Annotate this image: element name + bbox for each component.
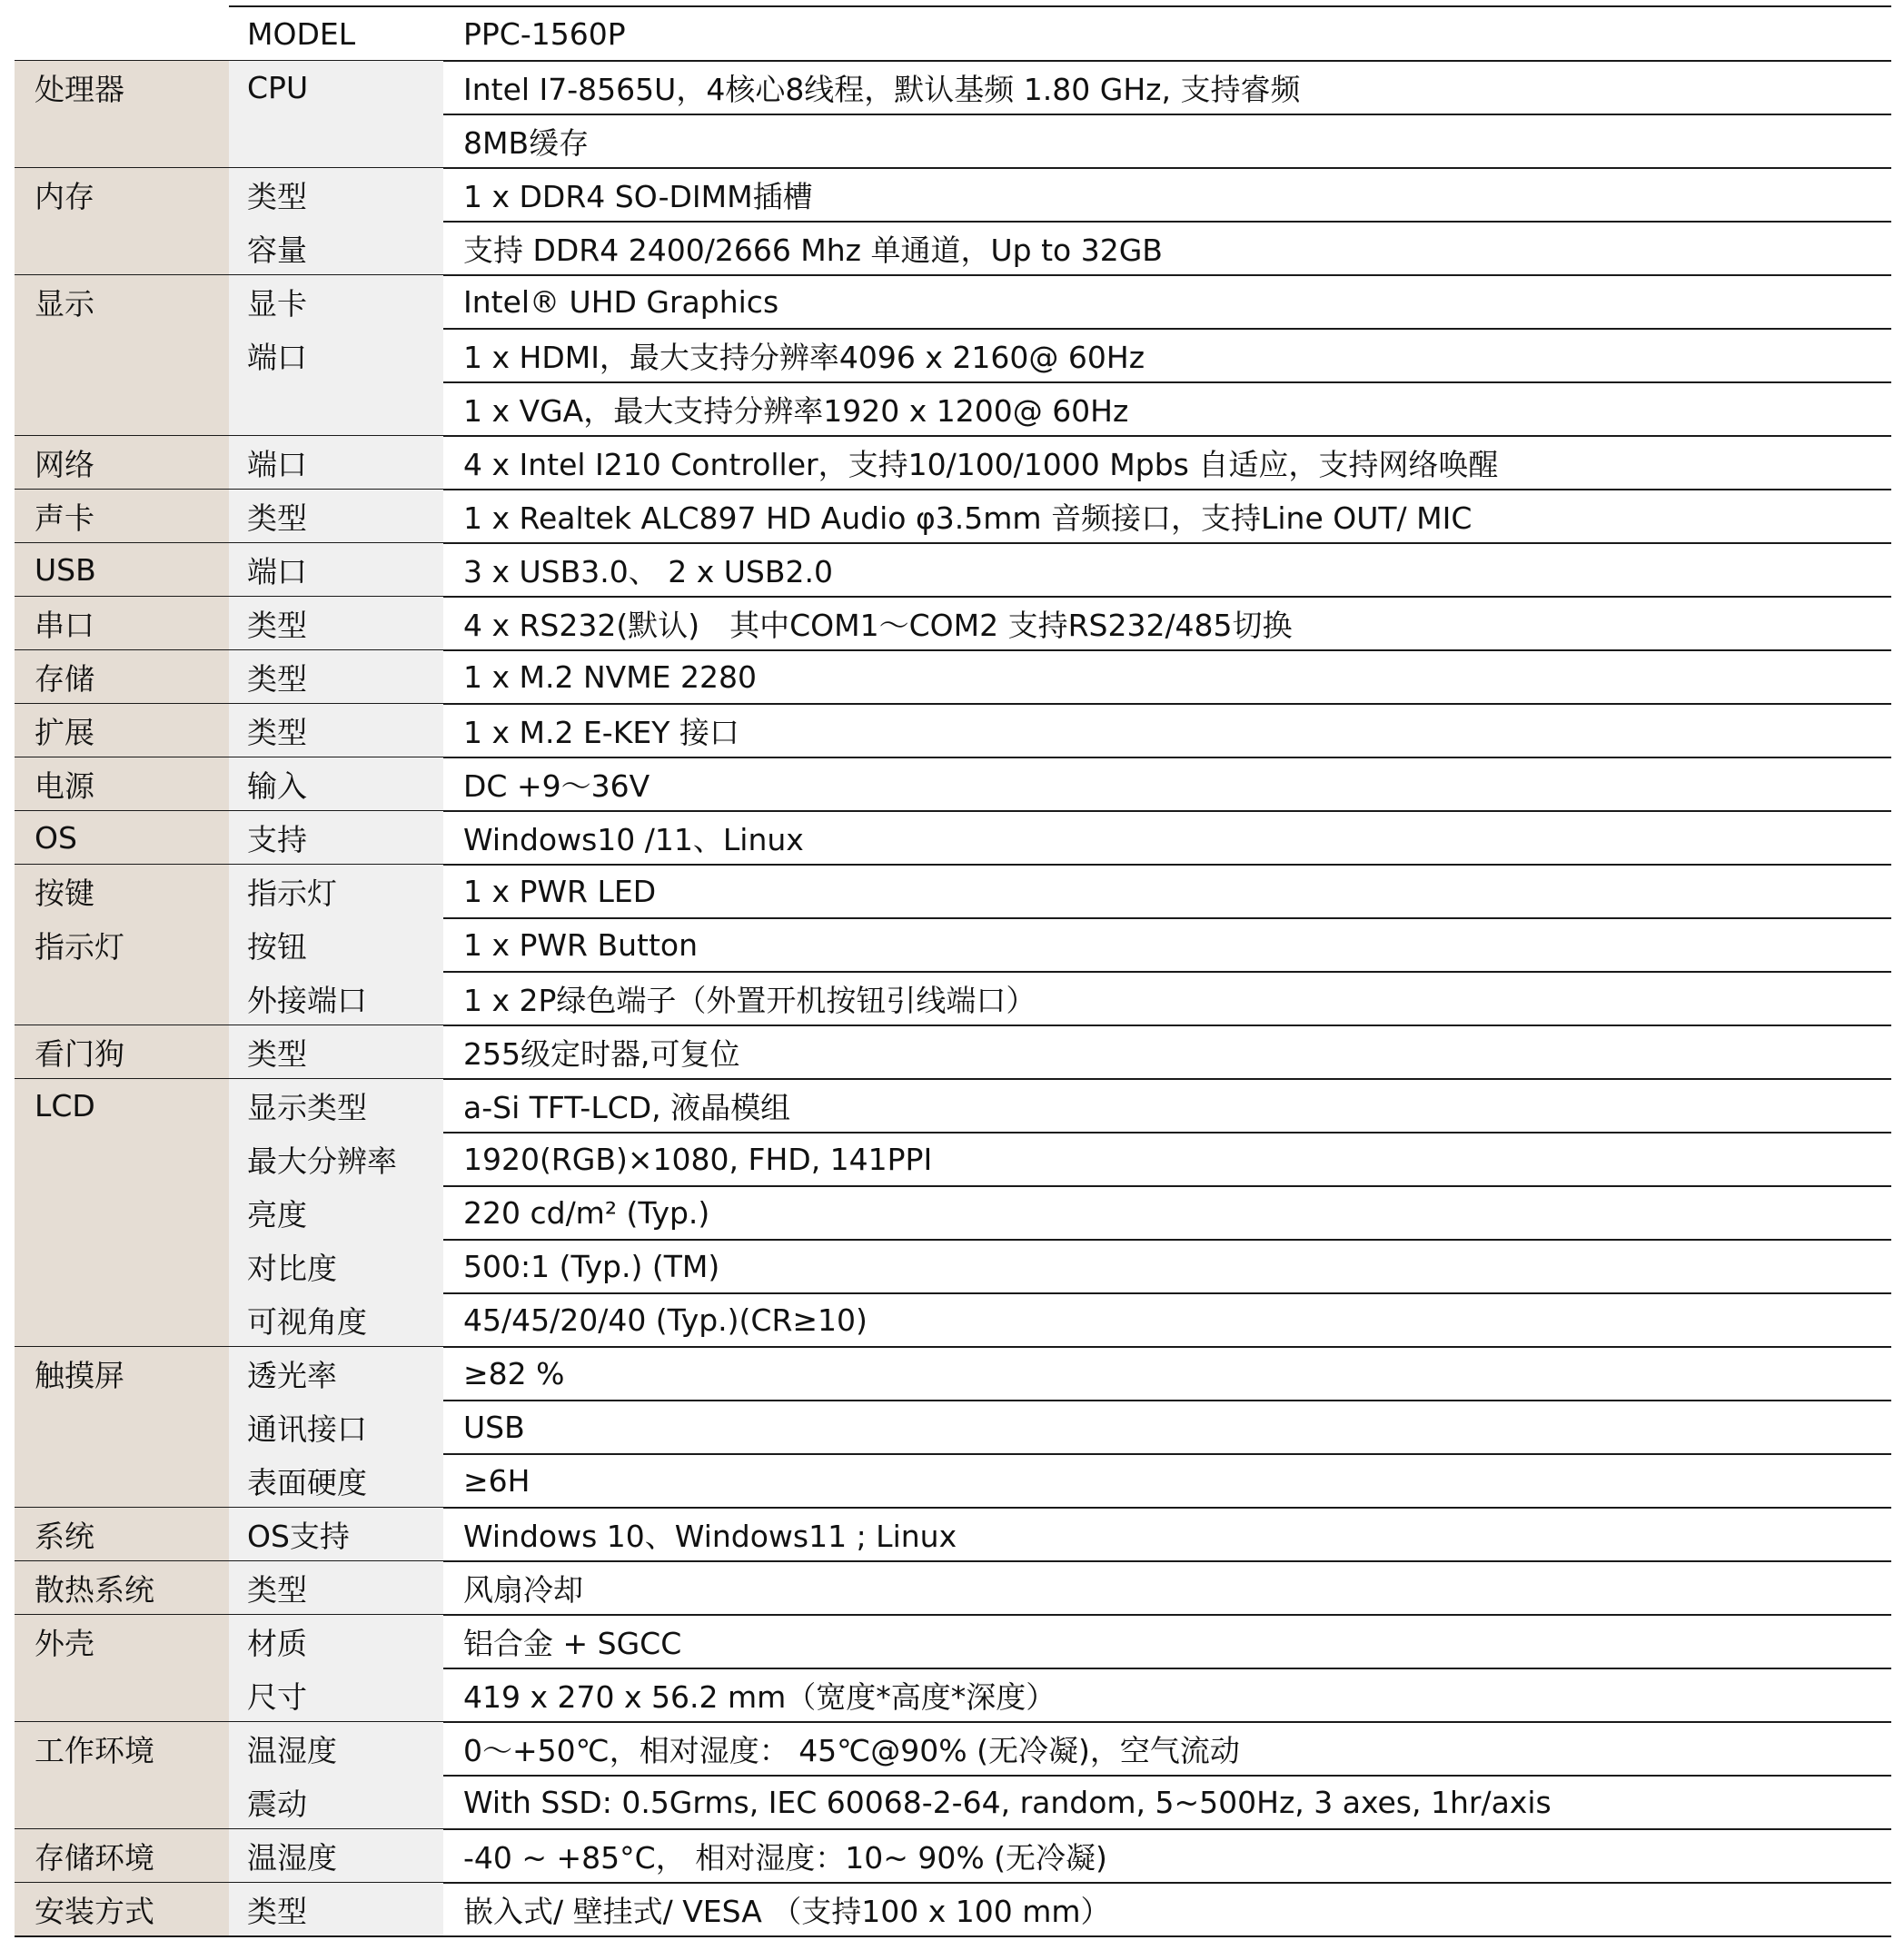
item-cell: 端口 xyxy=(229,543,443,597)
header-value-cell: PPC-1560P xyxy=(463,16,626,52)
item-cell: 类型 xyxy=(229,650,443,704)
value-cell: 1 x PWR Button xyxy=(463,927,698,963)
item-cell: 温湿度 xyxy=(229,1829,443,1883)
category-cell: 外壳 xyxy=(15,1615,229,1668)
value-cell: Windows 10、Windows11 ; Linux xyxy=(463,1519,957,1554)
table-row xyxy=(15,1829,1891,1883)
value-cell: 0～+50℃，相对湿度： 45℃@90% (无冷凝)，空气流动 xyxy=(463,1733,1240,1768)
item-cell: 震动 xyxy=(229,1776,443,1829)
value-cell: With SSD: 0.5Grms, IEC 60068-2-64, random, 5~500Hz, 3 axes, 1hr/axis xyxy=(463,1785,1552,1820)
category-cell: 工作环境 xyxy=(15,1722,229,1776)
value-cell: 419 x 270 x 56.2 mm（宽度*高度*深度） xyxy=(463,1679,1056,1715)
value-cell: DC +9～36V xyxy=(463,768,650,804)
table-row xyxy=(15,1401,1891,1454)
value-cell: 1 x Realtek ALC897 HD Audio φ3.5mm 音频接口，支持Line OUT/ MIC xyxy=(463,500,1473,536)
table-row xyxy=(15,1347,1891,1401)
table-row xyxy=(15,1186,1891,1240)
header-category-cell xyxy=(15,7,229,61)
category-cell xyxy=(15,972,229,1025)
item-cell: 输入 xyxy=(229,757,443,811)
category-cell: 触摸屏 xyxy=(15,1347,229,1401)
item-cell: 材质 xyxy=(229,1615,443,1668)
table-row xyxy=(15,1133,1891,1186)
item-cell: CPU xyxy=(229,61,443,114)
value-cell: ≥82 % xyxy=(463,1356,565,1391)
table-row xyxy=(15,1454,1891,1508)
value-cell: 1920(RGB)×1080, FHD, 141PPI xyxy=(463,1142,933,1177)
category-cell: 串口 xyxy=(15,597,229,650)
value-cell: 3 x USB3.0、 2 x USB2.0 xyxy=(463,554,833,589)
value-cell: 255级定时器,可复位 xyxy=(463,1036,740,1072)
value-cell: Intel® UHD Graphics xyxy=(463,284,779,320)
category-cell: LCD xyxy=(15,1079,229,1133)
category-cell: 电源 xyxy=(15,757,229,811)
value-cell: -40 ~ +85°C， 相对湿度：10~ 90% (无冷凝) xyxy=(463,1840,1107,1876)
table-row xyxy=(15,811,1891,865)
table-row xyxy=(15,329,1891,382)
category-cell xyxy=(15,114,229,168)
table-row xyxy=(15,1668,1891,1722)
category-cell: OS xyxy=(15,811,229,865)
table-row xyxy=(15,865,1891,918)
table-row xyxy=(15,1561,1891,1615)
table-row xyxy=(15,168,1891,222)
value-cell: 嵌入式/ 壁挂式/ VESA （支持100 x 100 mm） xyxy=(463,1894,1111,1929)
item-cell: 最大分辨率 xyxy=(229,1133,443,1186)
value-cell: ≥6H xyxy=(463,1463,531,1499)
table-row xyxy=(15,757,1891,811)
item-cell: 显卡 xyxy=(229,275,443,329)
table-row xyxy=(15,1615,1891,1668)
table-row xyxy=(15,275,1891,329)
item-cell: 类型 xyxy=(229,490,443,543)
category-cell: USB xyxy=(15,543,229,597)
item-cell xyxy=(229,114,443,168)
value-cell: 1 x M.2 E-KEY 接口 xyxy=(463,715,739,750)
item-cell: 类型 xyxy=(229,1883,443,1936)
item-cell: 显示类型 xyxy=(229,1079,443,1133)
value-cell: Intel I7-8565U，4核心8线程，默认基频 1.80 GHz, 支持睿频 xyxy=(463,72,1301,107)
table-row xyxy=(15,222,1891,275)
category-cell: 声卡 xyxy=(15,490,229,543)
table-header-row xyxy=(15,7,1891,61)
category-cell: 显示 xyxy=(15,275,229,329)
item-cell: 端口 xyxy=(229,436,443,490)
table-body xyxy=(15,61,1891,1936)
category-cell: 散热系统 xyxy=(15,1561,229,1615)
item-cell: 表面硬度 xyxy=(229,1454,443,1508)
category-cell xyxy=(15,329,229,382)
value-cell: 8MB缓存 xyxy=(463,125,590,161)
value-cell: a-Si TFT-LCD, 液晶模组 xyxy=(463,1090,791,1125)
item-cell: 温湿度 xyxy=(229,1722,443,1776)
value-cell: 45/45/20/40 (Typ.)(CR≥10) xyxy=(463,1302,868,1338)
value-cell: 1 x HDMI，最大支持分辨率4096 x 2160@ 60Hz xyxy=(463,340,1145,375)
item-cell: 按钮 xyxy=(229,918,443,972)
table-row xyxy=(15,704,1891,757)
category-cell xyxy=(15,1293,229,1347)
header-item-cell: MODEL xyxy=(229,7,443,61)
table-row xyxy=(15,1079,1891,1133)
category-cell: 存储环境 xyxy=(15,1829,229,1883)
item-cell xyxy=(229,382,443,436)
item-cell: 尺寸 xyxy=(229,1668,443,1722)
item-cell: 类型 xyxy=(229,1025,443,1079)
item-cell: 端口 xyxy=(229,329,443,382)
category-cell: 扩展 xyxy=(15,704,229,757)
item-cell: 对比度 xyxy=(229,1240,443,1293)
table-row xyxy=(15,597,1891,650)
item-cell: 类型 xyxy=(229,168,443,222)
category-cell xyxy=(15,1668,229,1722)
value-cell: 4 x Intel I210 Controller，支持10/100/1000 Mpbs 自适应，支持网络唤醒 xyxy=(463,447,1499,482)
item-cell: 通讯接口 xyxy=(229,1401,443,1454)
value-cell: 1 x PWR LED xyxy=(463,874,657,909)
table-row xyxy=(15,650,1891,704)
table-row xyxy=(15,490,1891,543)
item-cell: 类型 xyxy=(229,1561,443,1615)
table-row xyxy=(15,1776,1891,1829)
item-cell: 指示灯 xyxy=(229,865,443,918)
item-cell: 可视角度 xyxy=(229,1293,443,1347)
table-row xyxy=(15,1508,1891,1561)
value-cell: 4 x RS232(默认) 其中COM1～COM2 支持RS232/485切换 xyxy=(463,608,1293,643)
value-cell: 1 x M.2 NVME 2280 xyxy=(463,659,758,695)
category-cell: 看门狗 xyxy=(15,1025,229,1079)
value-cell: 1 x 2P绿色端子（外置开机按钮引线端口） xyxy=(463,983,1036,1018)
category-cell: 处理器 xyxy=(15,61,229,114)
table-row xyxy=(15,1240,1891,1293)
category-cell xyxy=(15,1401,229,1454)
table-row xyxy=(15,1722,1891,1776)
category-cell xyxy=(15,382,229,436)
table-row xyxy=(15,543,1891,597)
item-cell: 支持 xyxy=(229,811,443,865)
table-row xyxy=(15,1883,1891,1936)
spec-table xyxy=(15,7,1891,1936)
table-row xyxy=(15,918,1891,972)
table-row xyxy=(15,436,1891,490)
value-cell: 支持 DDR4 2400/2666 Mhz 单通道，Up to 32GB xyxy=(463,233,1163,268)
category-cell xyxy=(15,1186,229,1240)
value-cell: 1 x DDR4 SO-DIMM插槽 xyxy=(463,179,813,214)
item-cell: OS支持 xyxy=(229,1508,443,1561)
value-cell: 铝合金 + SGCC xyxy=(463,1626,682,1661)
table-row xyxy=(15,114,1891,168)
category-cell: 按键 xyxy=(15,865,229,918)
category-cell xyxy=(15,1133,229,1186)
item-cell: 类型 xyxy=(229,597,443,650)
value-cell: Windows10 /11、Linux xyxy=(463,822,804,857)
item-cell: 外接端口 xyxy=(229,972,443,1025)
category-cell xyxy=(15,222,229,275)
category-cell: 指示灯 xyxy=(15,918,229,972)
item-cell: 亮度 xyxy=(229,1186,443,1240)
category-cell xyxy=(15,1776,229,1829)
table-row xyxy=(15,1293,1891,1347)
table-row xyxy=(15,382,1891,436)
category-cell xyxy=(15,1454,229,1508)
value-cell: 500:1 (Typ.) (TM) xyxy=(463,1249,720,1284)
table-row xyxy=(15,61,1891,114)
category-cell: 网络 xyxy=(15,436,229,490)
category-cell: 存储 xyxy=(15,650,229,704)
item-cell: 容量 xyxy=(229,222,443,275)
table-row xyxy=(15,972,1891,1025)
category-cell: 内存 xyxy=(15,168,229,222)
value-cell: 220 cd/m² (Typ.) xyxy=(463,1195,710,1231)
category-cell xyxy=(15,1240,229,1293)
table-row xyxy=(15,1025,1891,1079)
category-cell: 安装方式 xyxy=(15,1883,229,1936)
item-cell: 类型 xyxy=(229,704,443,757)
value-cell: USB xyxy=(463,1410,525,1445)
category-cell: 系统 xyxy=(15,1508,229,1561)
item-cell: 透光率 xyxy=(229,1347,443,1401)
value-cell: 风扇冷却 xyxy=(463,1572,583,1608)
value-cell: 1 x VGA，最大支持分辨率1920 x 1200@ 60Hz xyxy=(463,393,1129,429)
